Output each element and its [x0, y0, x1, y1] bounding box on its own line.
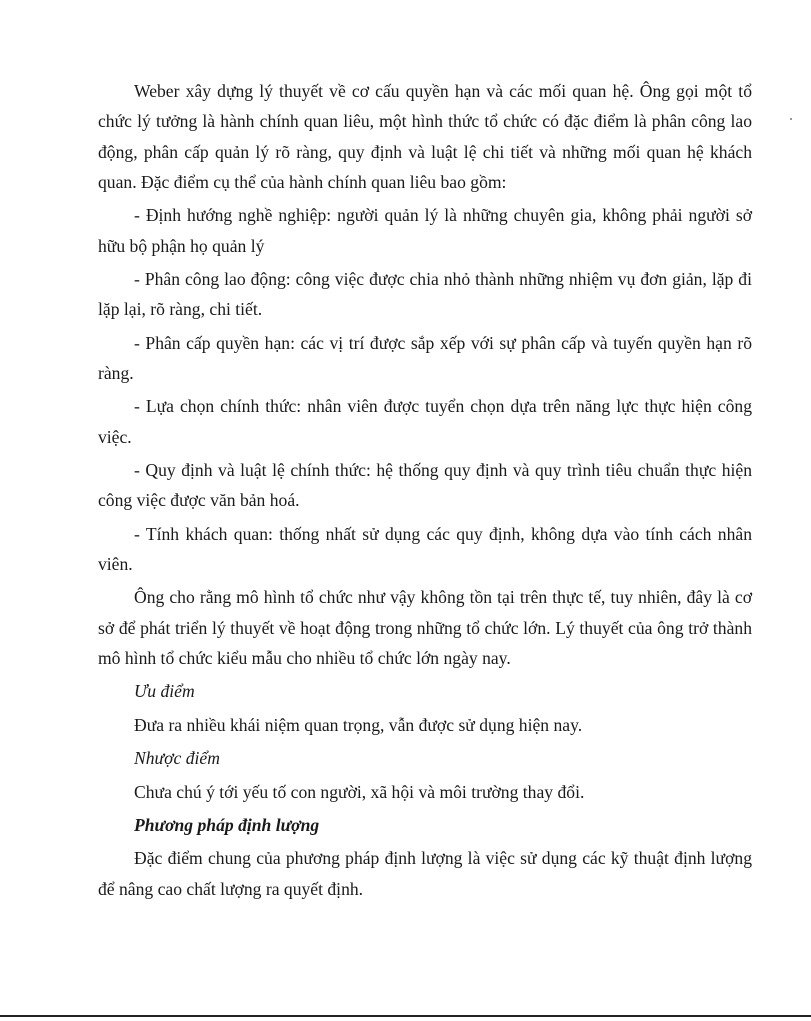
- advantages-heading: Ưu điểm: [134, 681, 195, 702]
- disadvantages-text: Chưa chú ý tới yếu tố con người, xã hội và môi trường thay đổi.: [134, 781, 585, 802]
- list-item-hierarchy-of-authority: - Phân cấp quyền hạn: các vị trí được sắp xếp với sự phân cấp và tuyến quyền hạn rõ ràng.: [98, 332, 752, 383]
- advantages-text: Đưa ra nhiều khái niệm quan trọng, vẫn được sử dụng hiện nay.: [134, 714, 583, 735]
- list-item-formal-selection: - Lựa chọn chính thức: nhân viên được tuyển chọn dựa trên năng lực thực hiện công việc.: [98, 396, 752, 447]
- list-item-career-orientation: - Định hướng nghề nghiệp: người quản lý là những chuyên gia, không phải người sở hữu bộ phận họ quản lý: [98, 205, 752, 256]
- paragraph-conclusion: Ông cho rằng mô hình tổ chức như vậy không tồn tại trên thực tế, tuy nhiên, đây là cơ sở để phát triển lý thuyết về hoạt động trong những tổ chức lớn. Lý thuyết của ông trở thành mô hình tổ chức kiểu mẫu cho nhiều tổ chức lớn ngày nay.: [98, 587, 752, 668]
- section-heading: Phương pháp định lượng: [134, 814, 320, 835]
- list-item-formal-rules: - Quy định và luật lệ chính thức: hệ thống quy định và quy trình tiêu chuẩn thực hiện công việc được văn bản hoá.: [98, 460, 752, 511]
- section-text: Đặc điểm chung của phương pháp định lượng là việc sử dụng các kỹ thuật định lượng để nâng cao chất lượng ra quyết định.: [98, 848, 752, 899]
- scan-speck: [790, 118, 792, 120]
- page-bottom-rule: [0, 1015, 811, 1017]
- document-page: [98, 76, 752, 907]
- list-item-division-of-labor: - Phân công lao động: công việc được chia nhỏ thành những nhiệm vụ đơn giản, lặp đi lặp lại, rõ ràng, chi tiết.: [98, 268, 752, 320]
- list-item-impersonality: - Tính khách quan: thống nhất sử dụng các quy định, không dựa vào tính cách nhân viên.: [98, 523, 752, 575]
- disadvantages-heading: Nhược điểm: [134, 748, 220, 769]
- paragraph-weber-intro: Weber xây dựng lý thuyết về cơ cấu quyền hạn và các mối quan hệ. Ông gọi một tổ chức lý tưởng là hành chính quan liêu, một hình thức tổ chức có đặc điểm là phân công lao động, phân cấp quản lý rõ ràng, quy định và luật lệ chi tiết và những mối quan hệ khách quan. Đặc điểm cụ thể của hành chính quan liêu bao gồm:: [98, 81, 752, 192]
